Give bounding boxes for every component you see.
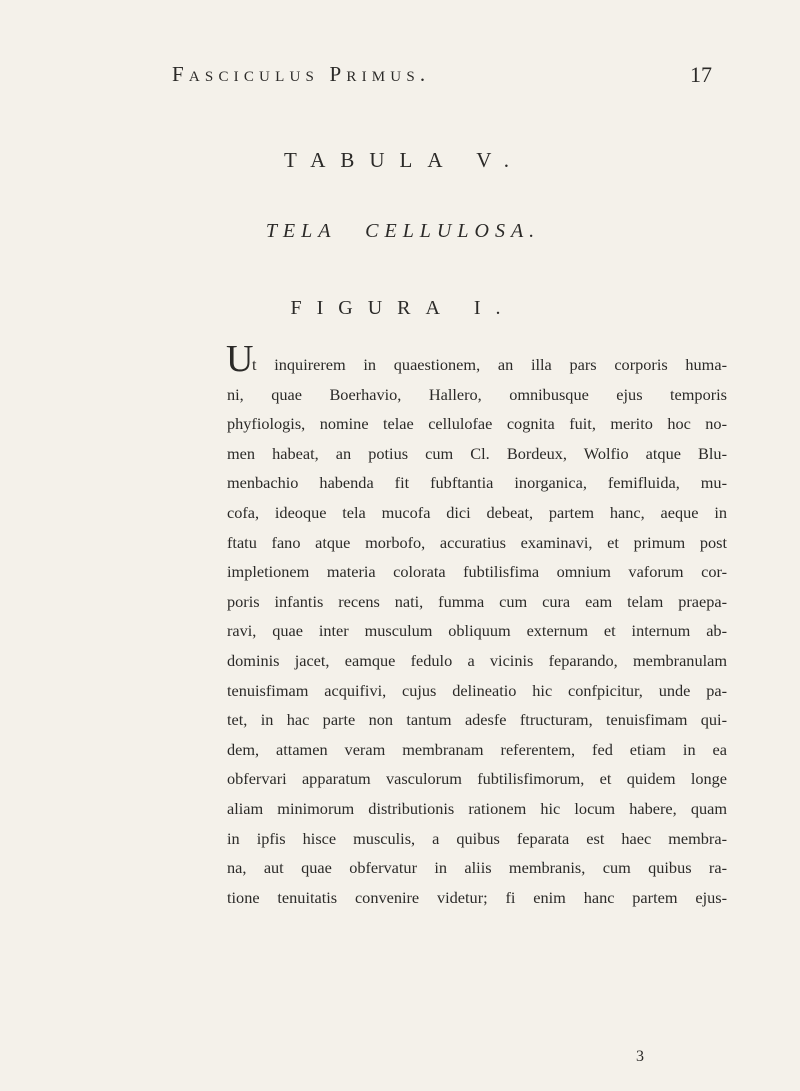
- text-line: na, aut quae obfervatur in aliis membranis, cum quibus ra-: [227, 858, 727, 878]
- body-text: [226, 338, 727, 912]
- text-line: phyfiologis, nomine telae cellulofae cognita fuit, merito hoc no-: [227, 414, 727, 434]
- text-line: tione tenuitatis convenire videtur; fi enim hanc partem ejus-: [227, 887, 727, 907]
- figure-title: FIGURA I.: [290, 297, 516, 319]
- text-line-content: t inquirerem in quaestionem, an illa pars corporis huma-: [252, 355, 727, 374]
- text-line: poris infantis recens nati, fumma cum cura eam telam praepa-: [227, 591, 727, 611]
- text-line: dominis jacet, eamque fedulo a vicinis feparando, membranulam: [227, 650, 727, 670]
- subject-title: TELA CELLULOSA.: [265, 220, 541, 242]
- plate-title: TABULA V.: [284, 148, 524, 172]
- drop-initial: U: [226, 338, 254, 380]
- text-line: dem, attamen veram membranam referentem, fed etiam in ea: [227, 739, 727, 759]
- running-head: [172, 62, 712, 92]
- text-line: impletionem materia colorata fubtilisfima omnium vaforum cor-: [227, 562, 727, 582]
- signature-mark: 3: [636, 1048, 644, 1065]
- text-line: tenuisfimam acquifivi, cujus delineatio hic confpicitur, unde pa-: [227, 680, 727, 700]
- text-line: menbachio habenda fit fubftantia inorganica, femifluida, mu-: [227, 473, 727, 493]
- text-line: obfervari apparatum vasculorum fubtilisfimorum, et quidem longe: [227, 769, 727, 789]
- text-line: cofa, ideoque tela mucofa dici debeat, partem hanc, aeque in: [227, 502, 727, 522]
- text-line: in ipfis hisce musculis, a quibus feparata est haec membra-: [227, 828, 727, 848]
- text-line: ni, quae Boerhavio, Hallero, omnibusque ejus temporis: [227, 384, 727, 404]
- text-line: tet, in hac parte non tantum adesfe ftructuram, tenuisfimam qui-: [227, 710, 727, 730]
- text-line: aliam minimorum distributionis rationem hic locum habere, quam: [227, 798, 727, 818]
- text-line: ftatu fano atque morbofo, accuratius examinavi, et primum post: [227, 532, 727, 552]
- text-line: ravi, quae inter musculum obliquum externum et internum ab-: [227, 621, 727, 641]
- page-number: 17: [690, 62, 712, 87]
- text-line: [226, 338, 727, 380]
- running-title: Fasciculus Primus.: [172, 62, 431, 86]
- text-line: men habeat, an potius cum Cl. Bordeux, Wolfio atque Blu-: [227, 443, 727, 463]
